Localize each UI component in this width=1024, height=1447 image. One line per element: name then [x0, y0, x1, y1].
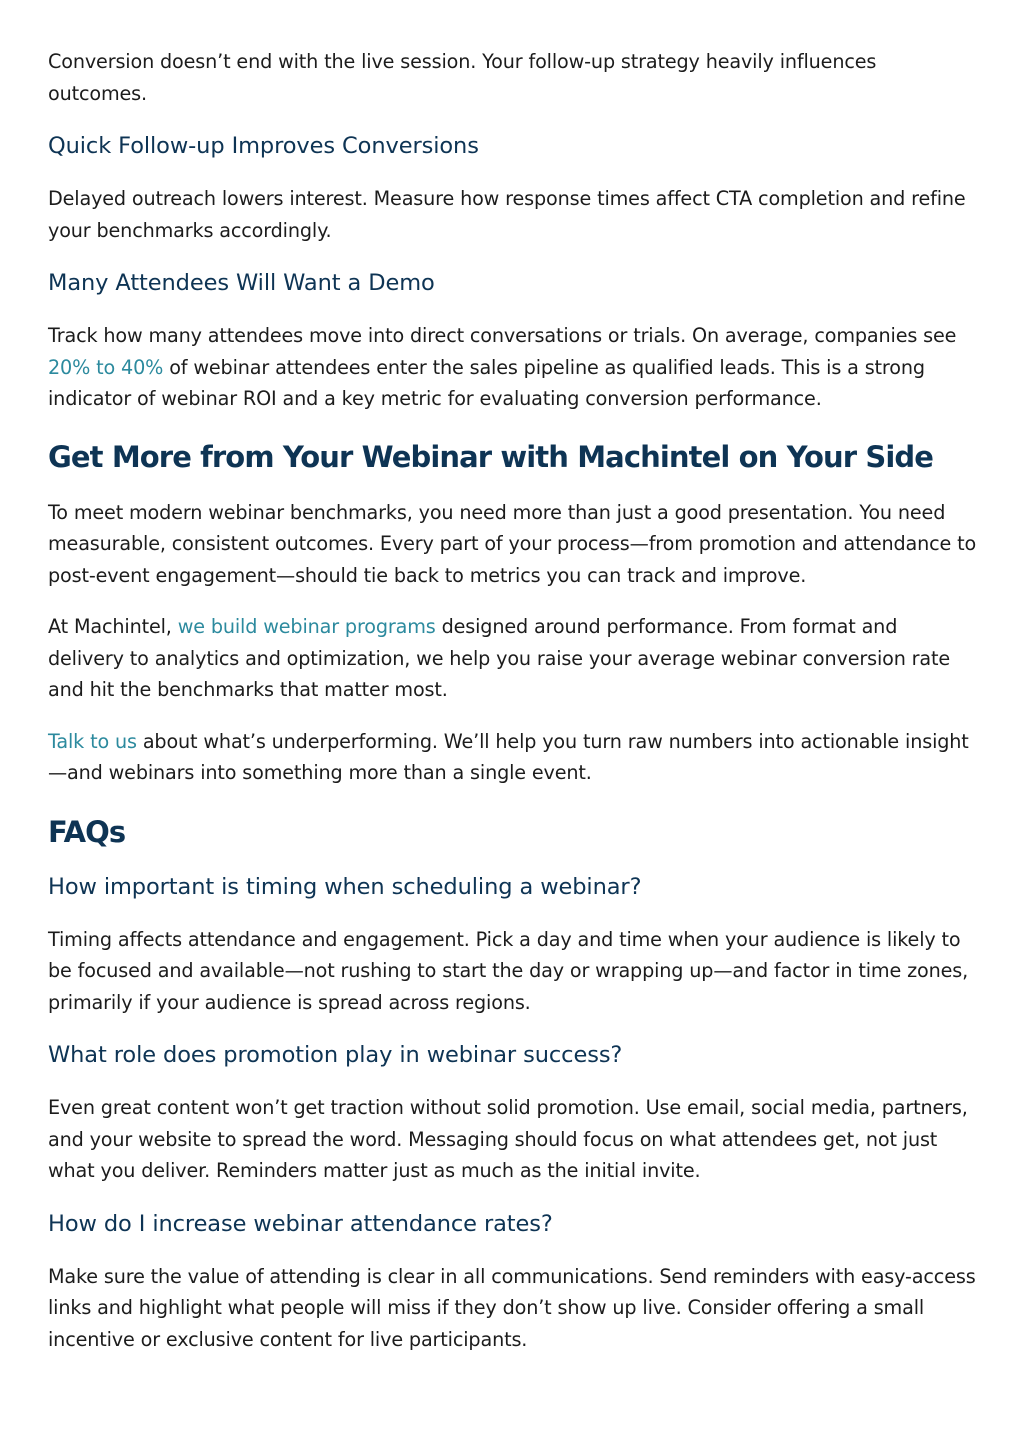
- demo-heading: Many Attendees Will Want a Demo: [48, 270, 435, 296]
- intro-paragraph: Conversion doesn’t end with the live session. Your follow-up strategy heavily influences outcomes.: [48, 50, 877, 105]
- machintel-paragraph-2: [48, 611, 978, 706]
- faq-question: How do I increase webinar attendance rates?: [48, 1210, 553, 1237]
- faqs-heading: FAQs: [48, 814, 126, 849]
- faq-answer: Even great content won’t get traction without solid promotion. Use email, social media, partners, and your website to spread the word. Messaging should focus on what attendees get, not just what you deliver. Reminders matter just as much as the initial invite.: [48, 1096, 968, 1182]
- faq-answer: Make sure the value of attending is clear in all communications. Send reminders with easy-access links and highlight what people will miss if they don’t show up live. Consider offering a small incentive or exclusive content for live participants.: [48, 1264, 976, 1351]
- talk-to-us-link[interactable]: Talk to us: [48, 729, 137, 753]
- followup-heading: Quick Follow-up Improves Conversions: [48, 133, 479, 159]
- machintel-paragraph-3: [48, 726, 978, 789]
- followup-paragraph: Delayed outreach lowers interest. Measure how response times affect CTA completion and refine your benchmarks accordingly.: [48, 187, 966, 242]
- machintel-paragraph-1: To meet modern webinar benchmarks, you need more than just a good presentation. You need measurable, consistent outcomes. Every part of your process—from promotion and attendance to post-event engagement—should tie back to metrics you can track and improve.: [48, 500, 977, 587]
- machintel-p2-before: At Machintel,: [48, 615, 178, 638]
- webinar-programs-link[interactable]: we build webinar programs: [177, 615, 436, 638]
- pipeline-stat-link[interactable]: 20% to 40%: [48, 355, 164, 379]
- faq-answer: Timing affects attendance and engagement. Pick a day and time when your audience is likely to be focused and available—not rushing to start the day or wrapping up—and factor in time zones, primarily if your audience is spread across regions.: [48, 927, 969, 1014]
- faq-question: What role does promotion play in webinar success?: [48, 1042, 623, 1068]
- demo-text-after: of webinar attendees enter the sales pipeline as qualified leads. This is a strong indicator of webinar ROI and a key metric for evaluating conversion performance.: [48, 355, 925, 410]
- faq-question: How important is timing when scheduling a webinar?: [48, 873, 642, 900]
- demo-paragraph: [48, 320, 978, 415]
- machintel-p3-after: about what’s underperforming. We’ll help you turn raw numbers into actionable insight—and webinars into something more than a single event.: [48, 729, 969, 784]
- machintel-heading: Get More from Your Webinar with Machintel on Your Side: [48, 439, 934, 474]
- article-body: [48, 46, 978, 1355]
- machintel-p2-after: designed around performance. From format and delivery to analytics and optimization, we help you raise your average webinar conversion rate and hit the benchmarks that matter most.: [48, 615, 951, 701]
- demo-text-before: Track how many attendees move into direct conversations or trials. On average, companies see: [48, 324, 957, 347]
